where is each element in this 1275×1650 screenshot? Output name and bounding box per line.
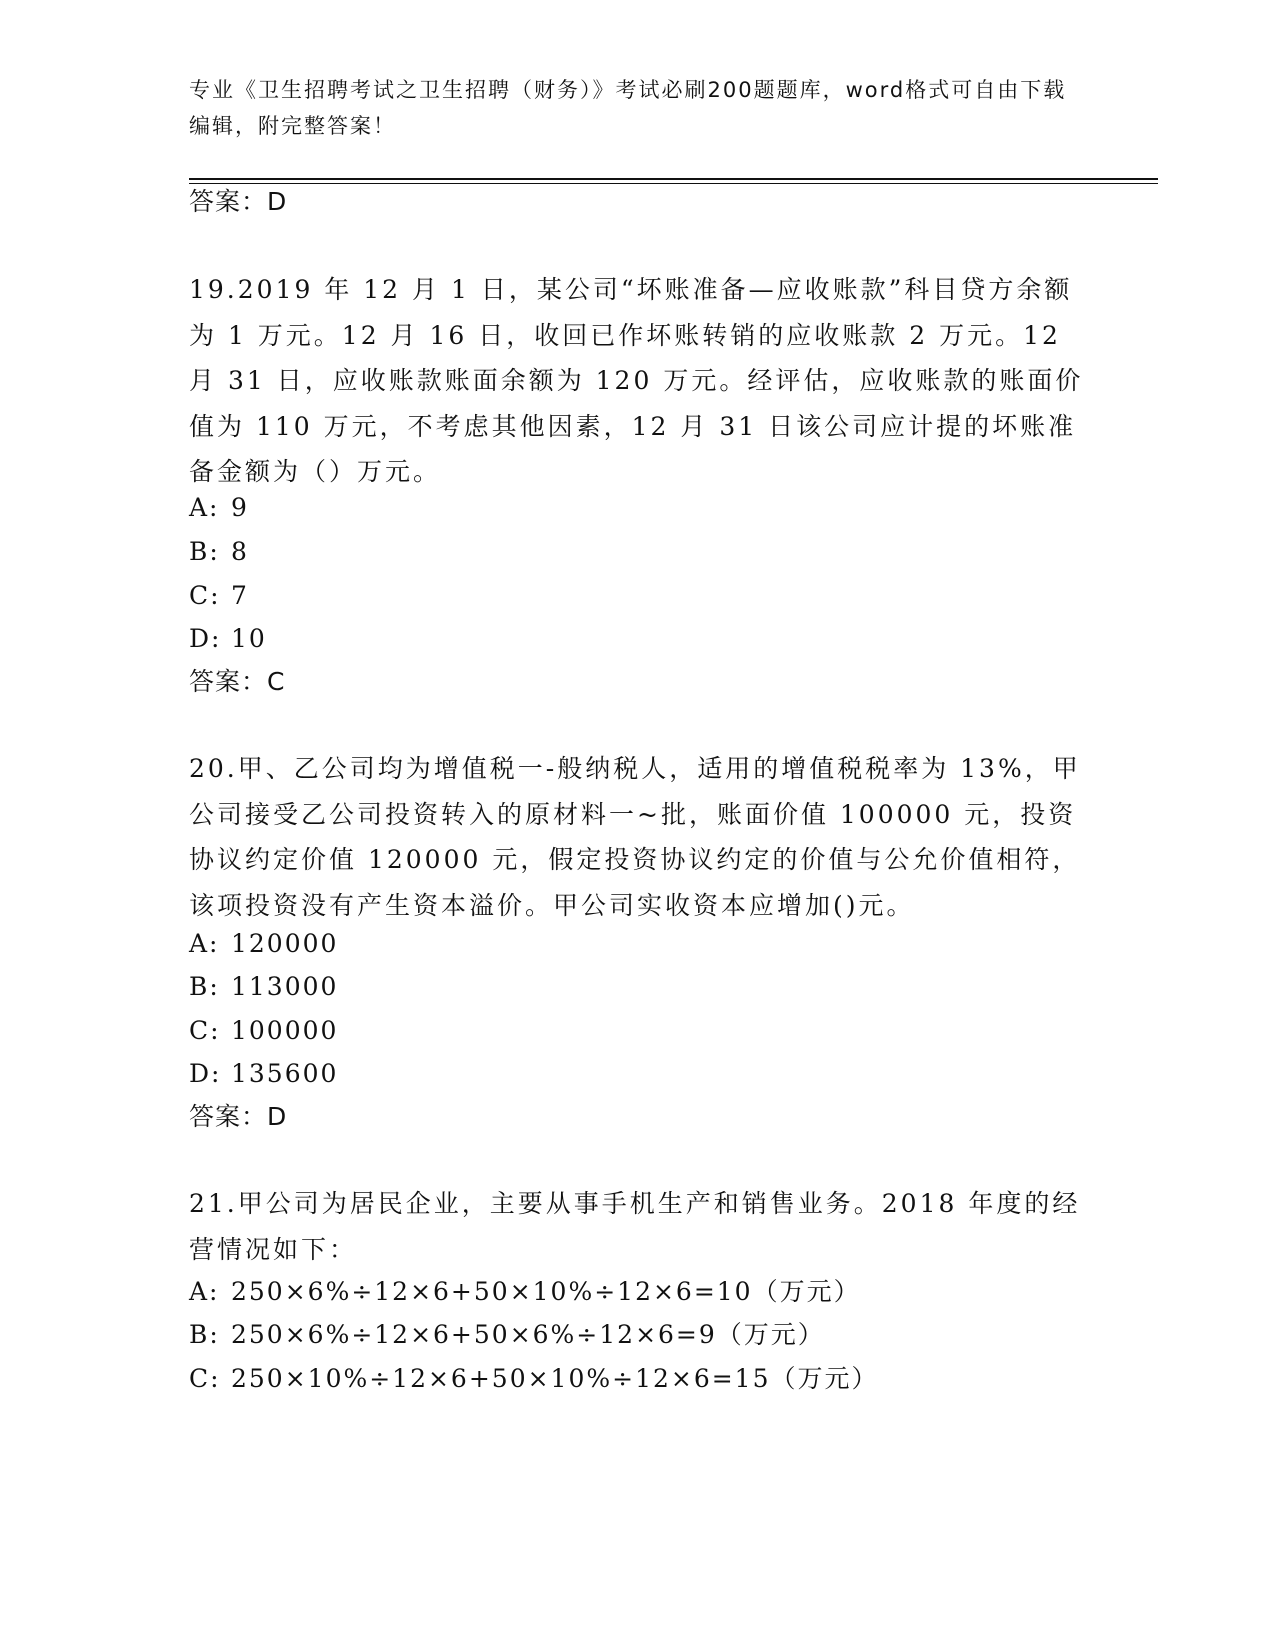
option-value: 7 — [231, 581, 249, 610]
option-label: B: — [189, 537, 220, 566]
option-value: 250×6%÷12×6+50×6%÷12×6=9（万元） — [231, 1320, 825, 1349]
question-19-option-d — [189, 621, 267, 657]
option-value: 250×6%÷12×6+50×10%÷12×6=10（万元） — [231, 1277, 861, 1306]
option-label: A: — [189, 493, 220, 522]
option-value: 120000 — [231, 929, 339, 958]
question-20-option-a — [189, 926, 338, 962]
answer-previous: 答案：D — [189, 187, 288, 216]
question-20-answer: 答案：D — [189, 1102, 288, 1131]
header-rule-thin — [189, 183, 1158, 184]
document-header: 专业《卫生招聘考试之卫生招聘（财务）》考试必刷200题题库，word格式可自由下载编辑，附完整答案！ — [189, 78, 1067, 138]
question-19-answer: 答案：C — [189, 667, 286, 696]
option-value: 9 — [231, 493, 249, 522]
question-19-text: 19.2019 年 12 月 1 日，某公司“坏账准备—应收账款”科目贷方余额为 1 万元。12 月 16 日，收回已作坏账转销的应收账款 2 万元。12 月 31 日，应收账款账面余额为 120 万元。经评估，应收账款的账面价值为 110 万元，不考虑其他因素，12 月 31 日该公司应计提的坏账准备金额为（）万元。 — [189, 275, 1084, 486]
option-value: 8 — [231, 537, 249, 566]
question-21-option-b — [189, 1317, 825, 1353]
question-20-option-c — [189, 1013, 338, 1049]
question-19-option-b — [189, 534, 249, 570]
option-label: A: — [189, 1277, 220, 1306]
question-21-text: 21.甲公司为居民企业，主要从事手机生产和销售业务。2018 年度的经营情况如下： — [189, 1189, 1081, 1264]
option-value: 10 — [231, 624, 267, 653]
option-value: 113000 — [231, 972, 339, 1001]
question-20-option-b — [189, 969, 338, 1005]
question-21-option-c — [189, 1361, 879, 1397]
option-label: D: — [189, 1059, 222, 1088]
question-19-option-c — [189, 578, 249, 614]
option-label: A: — [189, 929, 220, 958]
option-label: C: — [189, 581, 221, 610]
header-rule-thick — [189, 178, 1158, 180]
option-label: B: — [189, 1320, 220, 1349]
option-label: C: — [189, 1016, 221, 1045]
option-value: 250×10%÷12×6+50×10%÷12×6=15（万元） — [231, 1364, 879, 1393]
question-19-option-a — [189, 490, 249, 526]
option-label: B: — [189, 972, 220, 1001]
option-label: C: — [189, 1364, 221, 1393]
option-value: 135600 — [231, 1059, 339, 1088]
question-21-option-a — [189, 1274, 861, 1310]
option-label: D: — [189, 624, 222, 653]
option-value: 100000 — [231, 1016, 339, 1045]
question-20-text: 20.甲、乙公司均为增值税一-般纳税人，适用的增值税税率为 13%，甲公司接受乙公司投资转入的原材料一~批，账面价值 100000 元，投资协议约定价值 120000 元，假定投资协议约定的价值与公允价值相符，该项投资没有产生资本溢价。甲公司实收资本应增加()元。 — [189, 754, 1081, 920]
question-20-option-d — [189, 1056, 338, 1092]
